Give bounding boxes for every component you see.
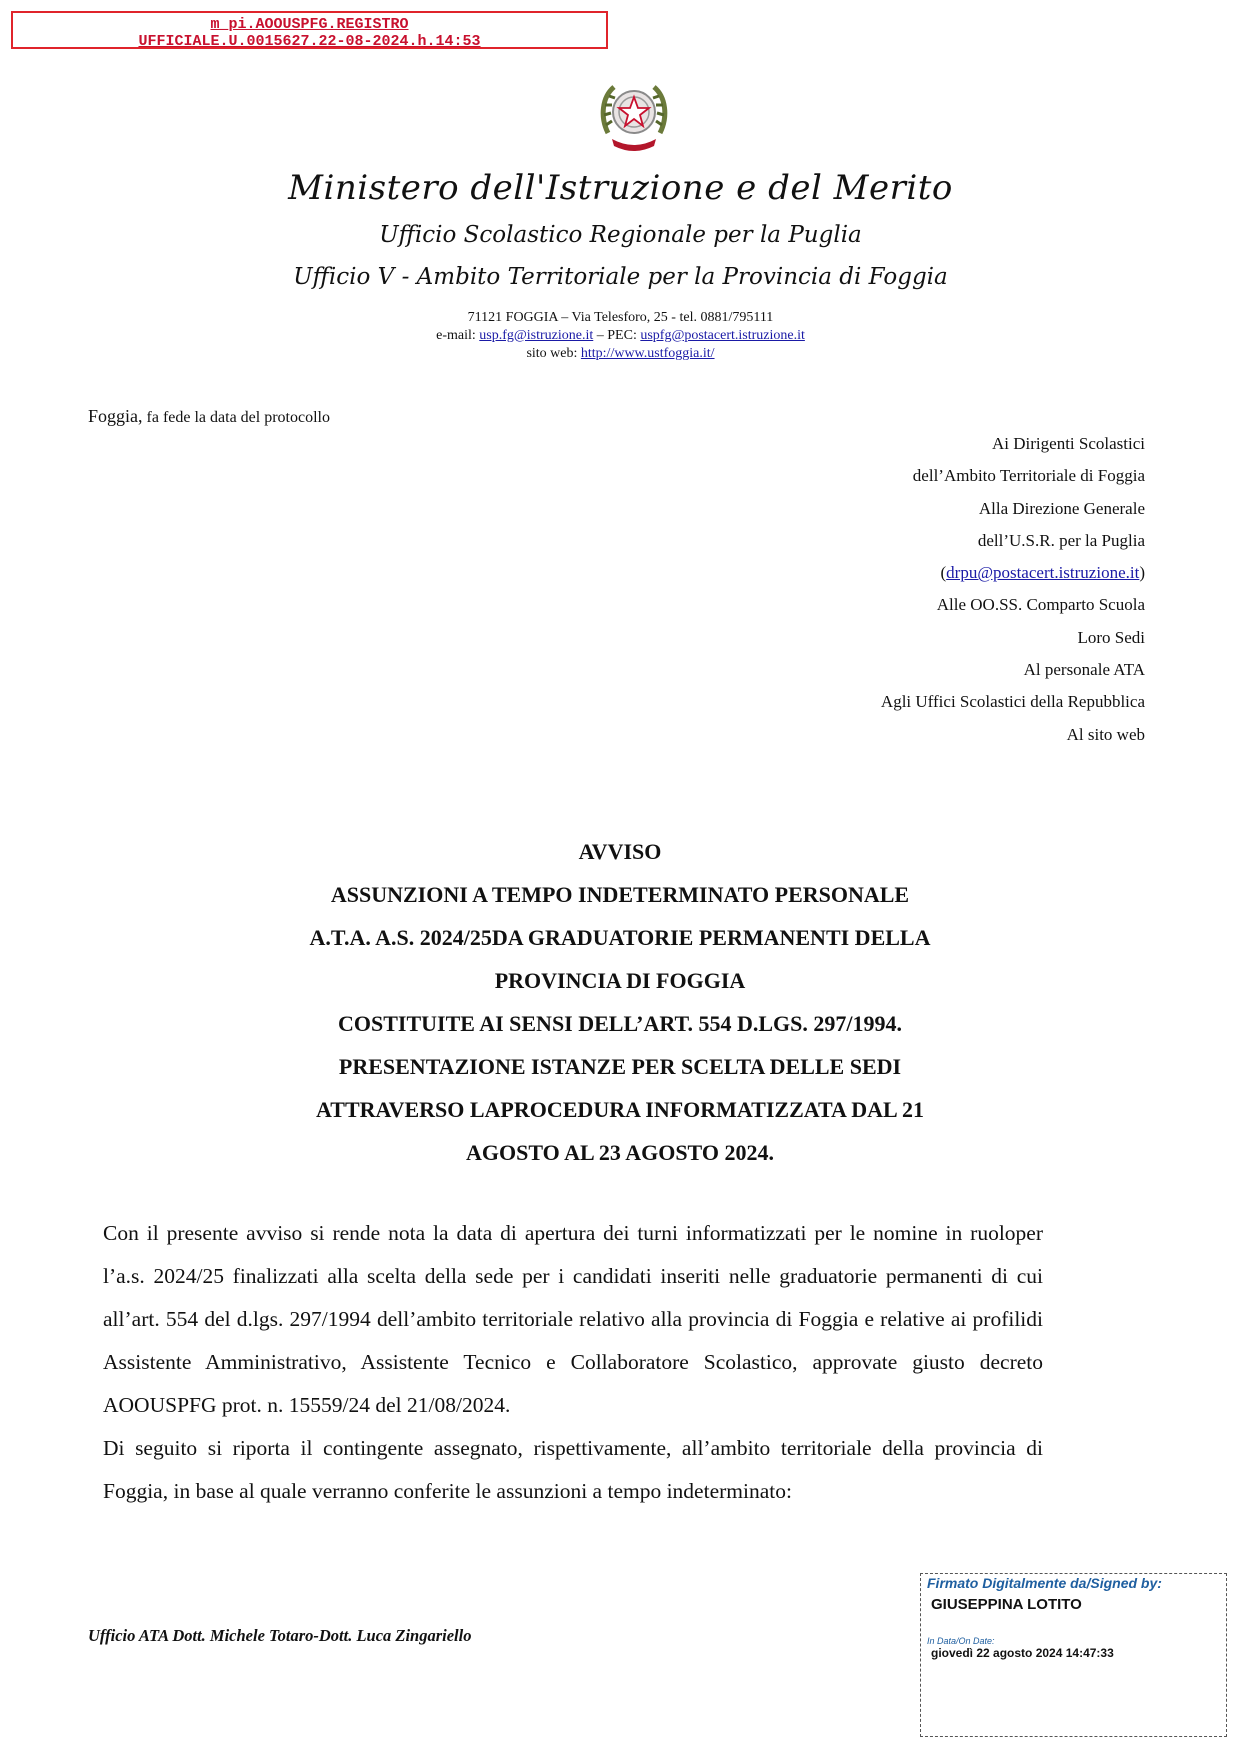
email-link[interactable]: usp.fg@istruzione.it bbox=[479, 328, 594, 343]
notice-body bbox=[103, 1212, 1043, 1513]
title-line: AVVISO bbox=[578, 839, 662, 864]
stamp-line-2: UFFICIALE.U.0015627.22-08-2024.h.14:53 bbox=[138, 33, 481, 50]
address-line: 71121 FOGGIA – Via Telesforo, 25 - tel. 0881/795111 bbox=[467, 310, 774, 325]
stamp-line-1: m_pi.AOOUSPFG.REGISTRO bbox=[210, 16, 409, 33]
title-line: ASSUNZIONI A TEMPO INDETERMINATO PERSONALE bbox=[330, 882, 910, 907]
website-line bbox=[0, 345, 1241, 363]
recipient-item: Ai Dirigenti Scolastici bbox=[992, 434, 1145, 453]
place-date bbox=[88, 406, 330, 427]
title-line: AGOSTO AL 23 AGOSTO 2024. bbox=[466, 1140, 774, 1165]
recipient-email-link[interactable]: drpu@postacert.istruzione.it bbox=[946, 563, 1140, 583]
recipient-item: Alle OO.SS. Comparto Scuola bbox=[936, 595, 1145, 615]
recipient-item: Loro Sedi bbox=[1077, 627, 1145, 647]
signature-heading: Firmato Digitalmente da/Signed by: bbox=[927, 1575, 1162, 1591]
title-line: PRESENTAZIONE ISTANZE PER SCELTA DELLE SEDI bbox=[338, 1054, 902, 1079]
title-line: COSTITUITE AI SENSI DELL’ART. 554 D.LGS. 297/1994. bbox=[337, 1011, 903, 1036]
recipient-item: Al sito web bbox=[1066, 724, 1145, 744]
recipient-item: Agli Uffici Scolastici della Repubblica bbox=[880, 692, 1145, 712]
website-link[interactable]: http://www.ustfoggia.it/ bbox=[580, 346, 715, 361]
recipient-item: Alla Direzione Generale bbox=[978, 498, 1145, 518]
protocol-stamp bbox=[11, 11, 608, 49]
regional-office: Ufficio Scolastico Regionale per la Puglia bbox=[379, 222, 862, 248]
body-paragraph: Con il presente avviso si rende nota la data di apertura dei turni informatizzati per le nomine in ruoloper l’a.s. 2024/25 finalizzati alla scelta della sede per i candidati inseriti nelle graduatorie permanenti di cui all’art. 554 del d.lgs. 297/1994 dell’ambito territoriale relativo alla provincia di Foggia e relative ai profilidi Assistente Amministrativo, Assistente Tecnico e Collaboratore Scolastico, approvate giusto decreto AOOUSPFG prot. n. 15559/24 del 21/08/2024. bbox=[103, 1221, 1043, 1417]
title-line: A.T.A. A.S. 2024/25DA GRADUATORIE PERMANENTI DELLA bbox=[309, 925, 931, 950]
digital-signature-box bbox=[920, 1573, 1227, 1737]
body-paragraph: Di seguito si riporta il contingente assegnato, rispettivamente, all’ambito territoriale della provincia di Foggia, in base al quale verranno conferite le assunzioni a tempo indeterminato: bbox=[103, 1436, 1043, 1503]
recipient-item: Al personale ATA bbox=[1023, 660, 1145, 680]
ministry-name: Ministero dell'Istruzione e del Merito bbox=[288, 168, 953, 208]
recipient-item: (drpu@postacert.istruzione.it) bbox=[940, 563, 1145, 583]
pec-label: – PEC: bbox=[593, 328, 641, 343]
recipient-item: dell’Ambito Territoriale di Foggia bbox=[912, 466, 1145, 486]
title-line: ATTRAVERSO LAPROCEDURA INFORMATIZZATA DAL 21 bbox=[316, 1097, 924, 1122]
date-note: fa fede la data del protocollo bbox=[142, 409, 330, 426]
italian-republic-emblem-icon bbox=[598, 75, 670, 155]
email-line bbox=[0, 327, 1241, 345]
signature-date-label: In Data/On Date: bbox=[927, 1636, 995, 1646]
footer-office: Ufficio ATA Dott. Michele Totaro-Dott. Luca Zingariello bbox=[88, 1626, 472, 1645]
recipients-list bbox=[881, 428, 1145, 751]
recipient-item: dell’U.S.R. per la Puglia bbox=[977, 530, 1145, 550]
web-label: sito web: bbox=[526, 346, 581, 361]
notice-title bbox=[180, 830, 1060, 1174]
place-city: Foggia, bbox=[88, 406, 143, 426]
signature-date: giovedì 22 agosto 2024 14:47:33 bbox=[931, 1646, 1114, 1660]
title-line: PROVINCIA DI FOGGIA bbox=[494, 968, 746, 993]
signer-name: GIUSEPPINA LOTITO bbox=[931, 1596, 1082, 1613]
email-label: e-mail: bbox=[436, 328, 480, 343]
territorial-office: Ufficio V - Ambito Territoriale per la Provincia di Foggia bbox=[293, 264, 948, 290]
pec-link[interactable]: uspfg@postacert.istruzione.it bbox=[640, 328, 805, 343]
